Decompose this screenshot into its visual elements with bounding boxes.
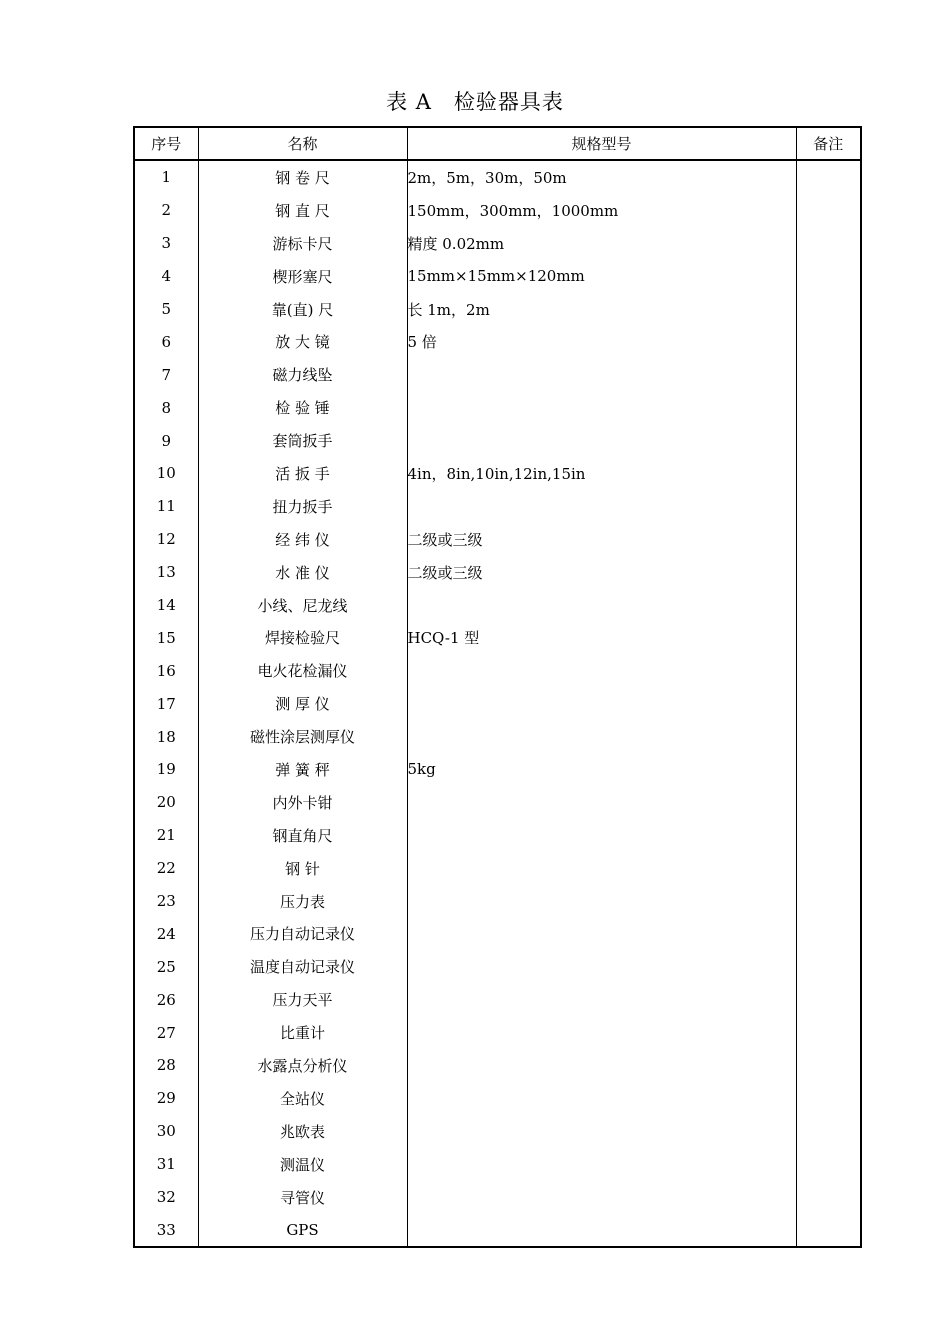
cell-spec	[407, 654, 796, 687]
cell-serial: 17	[134, 687, 198, 720]
table-row	[134, 786, 861, 819]
cell-name: 温度自动记录仪	[198, 950, 407, 983]
table-row	[134, 523, 861, 556]
cell-serial: 29	[134, 1082, 198, 1115]
table-row	[134, 589, 861, 622]
cell-name: 钢 卷 尺	[198, 160, 407, 194]
cell-spec	[407, 885, 796, 918]
cell-serial: 33	[134, 1214, 198, 1248]
table-row	[134, 819, 861, 852]
cell-note	[796, 260, 861, 293]
cell-note	[796, 885, 861, 918]
cell-spec	[407, 687, 796, 720]
cell-serial: 9	[134, 424, 198, 457]
table-row	[134, 852, 861, 885]
cell-note	[796, 293, 861, 326]
cell-name: 检 验 锤	[198, 391, 407, 424]
cell-spec: 长 1m，2m	[407, 293, 796, 326]
cell-spec	[407, 786, 796, 819]
cell-serial: 14	[134, 589, 198, 622]
cell-spec: 4in，8in,10in,12in,15in	[407, 457, 796, 490]
cell-spec	[407, 720, 796, 753]
cell-spec	[407, 1082, 796, 1115]
cell-note	[796, 424, 861, 457]
cell-note	[796, 227, 861, 260]
cell-note	[796, 786, 861, 819]
cell-note	[796, 556, 861, 589]
cell-spec	[407, 983, 796, 1016]
cell-name: 压力表	[198, 885, 407, 918]
cell-spec: 2m，5m，30m，50m	[407, 160, 796, 194]
cell-name: 弹 簧 秤	[198, 753, 407, 786]
table-row	[134, 293, 861, 326]
table-row	[134, 753, 861, 786]
cell-serial: 2	[134, 194, 198, 227]
cell-spec	[407, 490, 796, 523]
table-row	[134, 1082, 861, 1115]
cell-name: 测温仪	[198, 1148, 407, 1181]
cell-spec	[407, 950, 796, 983]
table-row	[134, 260, 861, 293]
cell-name: 钢 针	[198, 852, 407, 885]
cell-note	[796, 391, 861, 424]
cell-spec	[407, 917, 796, 950]
header-serial: 序号	[134, 127, 198, 160]
cell-spec	[407, 1214, 796, 1248]
cell-name: 小线、尼龙线	[198, 589, 407, 622]
cell-note	[796, 1148, 861, 1181]
table-row	[134, 654, 861, 687]
cell-name: 套筒扳手	[198, 424, 407, 457]
table-row	[134, 457, 861, 490]
page-title	[0, 86, 950, 116]
cell-serial: 30	[134, 1115, 198, 1148]
cell-serial: 21	[134, 819, 198, 852]
cell-name: 内外卡钳	[198, 786, 407, 819]
cell-name: 放 大 镜	[198, 325, 407, 358]
cell-note	[796, 1082, 861, 1115]
cell-name: 磁力线坠	[198, 358, 407, 391]
table-row	[134, 917, 861, 950]
table-row	[134, 358, 861, 391]
cell-serial: 11	[134, 490, 198, 523]
cell-spec: 150mm，300mm，1000mm	[407, 194, 796, 227]
cell-serial: 13	[134, 556, 198, 589]
cell-serial: 3	[134, 227, 198, 260]
table-row	[134, 325, 861, 358]
table-row	[134, 720, 861, 753]
cell-note	[796, 654, 861, 687]
cell-name: 比重计	[198, 1016, 407, 1049]
cell-note	[796, 1214, 861, 1248]
cell-serial: 18	[134, 720, 198, 753]
cell-name: 钢 直 尺	[198, 194, 407, 227]
table-row	[134, 160, 861, 194]
table-label: 表 A	[386, 90, 432, 114]
cell-spec	[407, 1148, 796, 1181]
cell-serial: 10	[134, 457, 198, 490]
cell-serial: 20	[134, 786, 198, 819]
cell-serial: 24	[134, 917, 198, 950]
table-body	[134, 160, 861, 1247]
cell-note	[796, 983, 861, 1016]
table-row	[134, 1016, 861, 1049]
cell-name: 磁性涂层测厚仪	[198, 720, 407, 753]
cell-spec: 5 倍	[407, 325, 796, 358]
cell-serial: 4	[134, 260, 198, 293]
cell-name: 楔形塞尺	[198, 260, 407, 293]
cell-name: 扭力扳手	[198, 490, 407, 523]
cell-serial: 16	[134, 654, 198, 687]
cell-spec	[407, 819, 796, 852]
cell-note	[796, 325, 861, 358]
cell-note	[796, 358, 861, 391]
header-note: 备注	[796, 127, 861, 160]
cell-spec: 二级或三级	[407, 523, 796, 556]
cell-serial: 1	[134, 160, 198, 194]
cell-note	[796, 950, 861, 983]
cell-serial: 31	[134, 1148, 198, 1181]
cell-spec: 精度 0.02mm	[407, 227, 796, 260]
cell-note	[796, 194, 861, 227]
table-row	[134, 1148, 861, 1181]
cell-note	[796, 1181, 861, 1214]
cell-name: 钢直角尺	[198, 819, 407, 852]
cell-name: 游标卡尺	[198, 227, 407, 260]
cell-serial: 32	[134, 1181, 198, 1214]
table-row	[134, 1049, 861, 1082]
cell-name: 经 纬 仪	[198, 523, 407, 556]
cell-note	[796, 917, 861, 950]
inspection-tools-table	[133, 126, 862, 1248]
cell-name: 焊接检验尺	[198, 621, 407, 654]
table-row	[134, 1214, 861, 1248]
table-row	[134, 490, 861, 523]
header-spec: 规格型号	[407, 127, 796, 160]
cell-spec	[407, 391, 796, 424]
table-row	[134, 1181, 861, 1214]
table-header	[134, 127, 861, 160]
table-row	[134, 556, 861, 589]
cell-spec	[407, 1181, 796, 1214]
table-row	[134, 424, 861, 457]
header-name: 名称	[198, 127, 407, 160]
cell-serial: 8	[134, 391, 198, 424]
cell-note	[796, 621, 861, 654]
cell-spec: 二级或三级	[407, 556, 796, 589]
cell-name: 压力天平	[198, 983, 407, 1016]
cell-serial: 15	[134, 621, 198, 654]
table-title: 检验器具表	[453, 90, 564, 114]
cell-spec: 15mm×15mm×120mm	[407, 260, 796, 293]
cell-spec	[407, 1115, 796, 1148]
table-row	[134, 983, 861, 1016]
cell-serial: 6	[134, 325, 198, 358]
table-row	[134, 885, 861, 918]
cell-spec	[407, 1016, 796, 1049]
header-row	[134, 127, 861, 160]
cell-spec	[407, 1049, 796, 1082]
cell-spec	[407, 424, 796, 457]
cell-spec	[407, 852, 796, 885]
cell-note	[796, 1049, 861, 1082]
cell-name: 水 准 仪	[198, 556, 407, 589]
cell-serial: 19	[134, 753, 198, 786]
cell-note	[796, 819, 861, 852]
cell-note	[796, 687, 861, 720]
cell-name: 测 厚 仪	[198, 687, 407, 720]
cell-name: GPS	[198, 1214, 407, 1248]
cell-spec: HCQ-1 型	[407, 621, 796, 654]
cell-name: 靠(直) 尺	[198, 293, 407, 326]
table-row	[134, 1115, 861, 1148]
cell-note	[796, 1016, 861, 1049]
cell-spec	[407, 589, 796, 622]
cell-note	[796, 753, 861, 786]
cell-note	[796, 1115, 861, 1148]
cell-serial: 26	[134, 983, 198, 1016]
cell-note	[796, 457, 861, 490]
cell-note	[796, 720, 861, 753]
cell-note	[796, 160, 861, 194]
cell-name: 电火花检漏仪	[198, 654, 407, 687]
cell-spec: 5kg	[407, 753, 796, 786]
cell-serial: 27	[134, 1016, 198, 1049]
cell-serial: 23	[134, 885, 198, 918]
cell-name: 活 扳 手	[198, 457, 407, 490]
table-row	[134, 687, 861, 720]
table-row	[134, 621, 861, 654]
cell-note	[796, 589, 861, 622]
table-row	[134, 391, 861, 424]
cell-note	[796, 490, 861, 523]
cell-spec	[407, 358, 796, 391]
cell-note	[796, 852, 861, 885]
table-row	[134, 194, 861, 227]
cell-serial: 25	[134, 950, 198, 983]
cell-name: 全站仪	[198, 1082, 407, 1115]
cell-name: 兆欧表	[198, 1115, 407, 1148]
cell-name: 压力自动记录仪	[198, 917, 407, 950]
cell-note	[796, 523, 861, 556]
table-row	[134, 227, 861, 260]
cell-serial: 28	[134, 1049, 198, 1082]
cell-serial: 12	[134, 523, 198, 556]
cell-serial: 5	[134, 293, 198, 326]
table-row	[134, 950, 861, 983]
cell-serial: 7	[134, 358, 198, 391]
cell-serial: 22	[134, 852, 198, 885]
cell-name: 寻管仪	[198, 1181, 407, 1214]
cell-name: 水露点分析仪	[198, 1049, 407, 1082]
